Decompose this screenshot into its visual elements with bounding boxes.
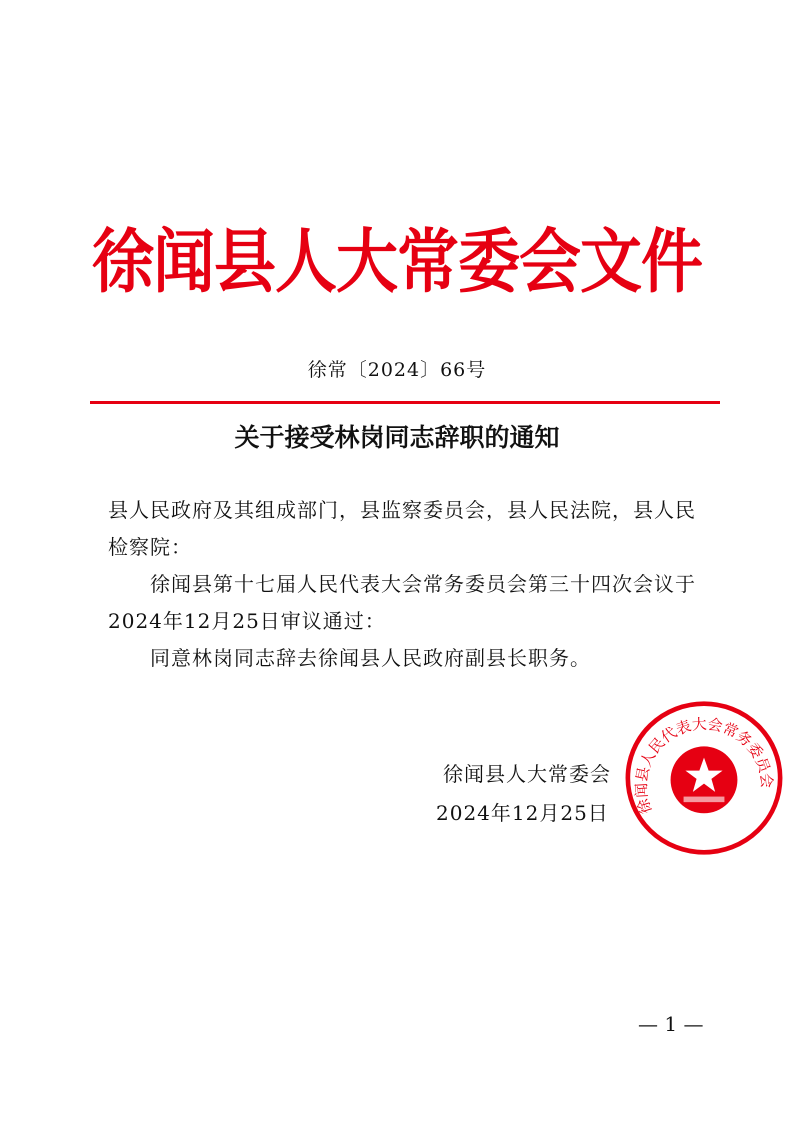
red-divider — [90, 401, 720, 404]
notice-title: 关于接受林岗同志辞职的通知 — [234, 423, 560, 452]
signing-date: 2024年12月25日 — [436, 801, 609, 825]
signing-organization: 徐闻县人大常委会 — [443, 762, 611, 786]
paragraph: 徐闻县第十七届人民代表大会常务委员会第三十四次会议于2024年12月25日审议通过： — [108, 572, 696, 633]
recipients: 县人民政府及其组成部门，县监察委员会，县人民法院，县人民检察院： — [108, 498, 696, 559]
document-header: 徐闻县人大常委会文件 — [91, 220, 702, 303]
page-number: — 1 — — [638, 1012, 704, 1036]
notice-body — [108, 492, 708, 677]
paragraph: 同意林岗同志辞去徐闻县人民政府副县长职务。 — [150, 646, 591, 670]
seal-text: 徐闻县人民代表大会常务委员会 — [632, 714, 776, 817]
document-number: 徐常〔2024〕66号 — [307, 359, 487, 381]
official-seal — [624, 700, 784, 856]
